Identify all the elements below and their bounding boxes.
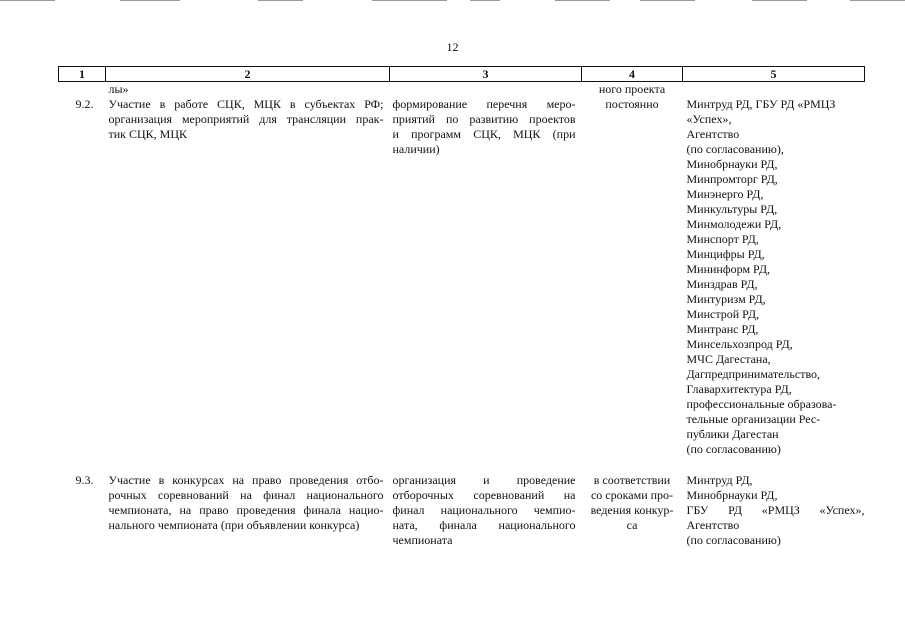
text-line: Минэнерго РД, <box>686 187 764 201</box>
column-header-2: 2 <box>106 67 390 82</box>
text-line: Минтруд РД, <box>686 473 753 487</box>
text-line: Агентство <box>686 127 740 141</box>
text-line: Минобрнауки РД, <box>686 157 778 171</box>
text-line: ГБУ РД «РМЦЗ «Успех», <box>686 503 865 517</box>
text-line: Минтруд РД, ГБУ РД «РМЦЗ <box>686 97 836 111</box>
deadline <box>582 97 683 457</box>
responsible-parties <box>683 97 865 457</box>
row-number: 9.3. <box>75 473 94 487</box>
text-line: чемпионата, на право проведения финала нацио- <box>108 503 384 517</box>
text-line: профессиональные образова- <box>686 397 837 411</box>
text-line: Минтуризм РД, <box>686 292 766 306</box>
text-line: Агентство <box>686 518 740 532</box>
text-line: тик СЦК, МЦК <box>108 127 188 141</box>
text-line: и программ СЦК, МЦК (при <box>392 127 576 141</box>
text-line: ната, финала национального <box>392 518 576 532</box>
row-number: 9.2. <box>75 97 94 111</box>
text-line: (по согласованию) <box>686 533 781 547</box>
text-line: публики Дагестан <box>686 427 779 441</box>
responsible-parties <box>683 473 865 548</box>
text-line: Участие в работе СЦК, МЦК в субъектах РФ; <box>108 97 384 111</box>
text-line: тельные организации Рес- <box>686 412 821 426</box>
text-line: Главархитектура РД, <box>686 382 792 396</box>
text-line: Минспорт РД, <box>686 232 759 246</box>
text-line: рочных соревнований на финал национального <box>108 488 384 502</box>
scan-edge-mark <box>0 0 55 1</box>
expected-result <box>390 473 582 548</box>
text-line: организация мероприятий для трансляции прак- <box>108 112 384 126</box>
text-line: Минмолодежи РД, <box>686 217 782 231</box>
page-number: 12 <box>446 40 459 54</box>
expected-result <box>390 97 582 457</box>
text-line: формирование перечня меро- <box>392 97 576 111</box>
carryover-col2: лы» <box>108 82 129 96</box>
scan-edge-mark <box>372 0 447 1</box>
text-line: Мининформ РД, <box>686 262 771 276</box>
text-line: приятий по развитию проектов <box>392 112 576 126</box>
text-line: Минобрнауки РД, <box>686 488 778 502</box>
table-header-row <box>59 67 865 82</box>
column-header-3: 3 <box>390 67 582 82</box>
scan-edge-mark <box>555 0 610 1</box>
text-line: финал национального чемпио- <box>392 503 576 517</box>
text-line: (по согласованию), <box>686 142 784 156</box>
carryover-row <box>59 82 865 98</box>
text-line: са <box>626 518 638 532</box>
column-header-1: 1 <box>59 67 106 82</box>
text-line: Минтранс РД, <box>686 322 759 336</box>
scan-edge-mark <box>470 0 500 1</box>
text-line: чемпионата <box>392 533 453 547</box>
text-line: (по согласованию) <box>686 442 781 456</box>
text-line: Дагпредпринимательство, <box>686 367 821 381</box>
text-line: наличии) <box>392 142 440 156</box>
column-header-5: 5 <box>683 67 865 82</box>
scan-edge-mark <box>640 0 695 1</box>
scan-edge-mark <box>752 0 807 1</box>
text-line: ведения конкур- <box>590 503 674 517</box>
scan-edge-mark <box>120 0 180 1</box>
scan-edge-mark <box>258 0 303 1</box>
text-line: постоянно <box>605 97 659 111</box>
table-row <box>59 97 865 457</box>
text-line: нального чемпионата (при объявлении конкурса) <box>108 518 360 532</box>
text-line: организация и проведение <box>392 473 576 487</box>
text-line: Минсельхозпрод РД, <box>686 337 793 351</box>
plan-table <box>58 66 865 548</box>
event-description <box>106 97 390 457</box>
text-line: Минпромторг РД, <box>686 172 778 186</box>
table-row <box>59 473 865 548</box>
column-header-4: 4 <box>582 67 683 82</box>
scan-edge-mark <box>850 0 905 1</box>
row-gap <box>59 457 865 473</box>
text-line: со сроками про- <box>590 488 674 502</box>
deadline <box>582 473 683 548</box>
text-line: Минкультуры РД, <box>686 202 778 216</box>
event-description <box>106 473 390 548</box>
text-line: Участие в конкурсах на право проведения отбо- <box>108 473 384 487</box>
text-line: Минздрав РД, <box>686 277 758 291</box>
carryover-col4: ного проекта <box>598 82 666 96</box>
text-line: в соответствии <box>593 473 671 487</box>
text-line: Минцифры РД, <box>686 247 765 261</box>
text-line: отборочных соревнований на <box>392 488 576 502</box>
text-line: «Успех», <box>686 112 732 126</box>
text-line: МЧС Дагестана, <box>686 352 771 366</box>
text-line: Минстрой РД, <box>686 307 760 321</box>
